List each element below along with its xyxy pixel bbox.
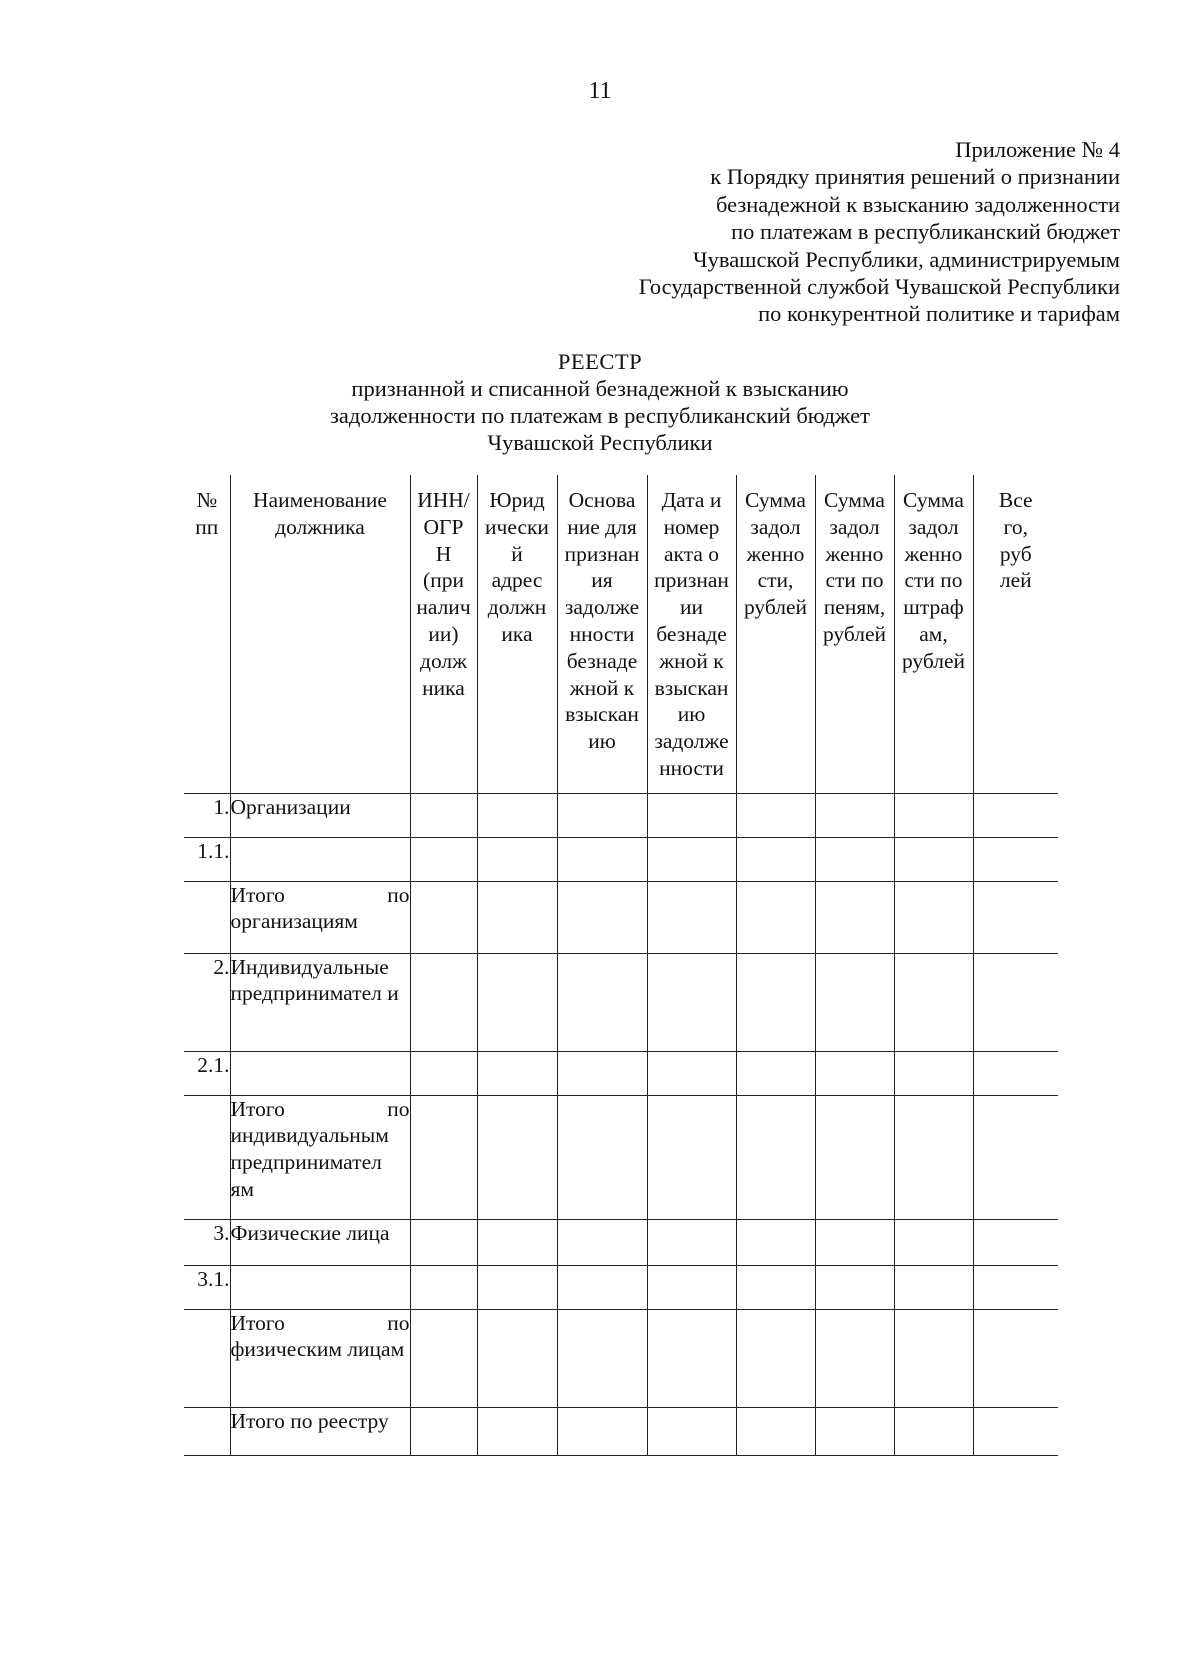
table-cell [477,1095,557,1219]
table-cell [477,1407,557,1455]
table-cell [973,1219,1058,1265]
row-number [184,1407,230,1455]
row-debtor-name: Итого по физическим лицам [230,1309,410,1407]
table-cell [647,793,736,837]
table-cell [557,1309,647,1407]
table-cell [815,1219,894,1265]
column-header-debt-amount: Сумма задол женно сти, рублей [736,475,815,793]
row-number [184,1095,230,1219]
document-subtitle-line: признанной и списанной безнадежной к взысканию [351,376,849,401]
table-cell [557,1265,647,1309]
table-cell [973,793,1058,837]
appendix-line: по платежам в республиканский бюджет [731,219,1120,245]
table-cell [894,793,973,837]
table-cell [647,881,736,953]
table-cell [477,1309,557,1407]
row-number: 2. [184,953,230,1051]
table-row [184,953,1058,1051]
row-number: 1.1. [184,837,230,881]
table-cell [647,1309,736,1407]
appendix-line: Чувашской Республики, администрируемым [693,246,1120,272]
appendix-line: Государственной службой Чувашской Республики [638,274,1120,300]
table-cell [410,881,477,953]
table-row [184,881,1058,953]
table-cell [894,881,973,953]
column-header-legal-address: Юрид ически й адрес должн ика [477,475,557,793]
table-cell [815,1095,894,1219]
row-debtor-name: Итого по реестру [230,1407,410,1455]
table-cell [973,1265,1058,1309]
table-cell [973,1407,1058,1455]
table-cell [647,1051,736,1095]
appendix-line: безнадежной к взысканию задолженности [715,191,1120,217]
table-row [184,1095,1058,1219]
table-cell [410,793,477,837]
table-cell [815,1051,894,1095]
table-cell [736,1407,815,1455]
column-header-number: № пп [184,475,230,793]
table-cell [557,881,647,953]
table-cell [477,837,557,881]
table-cell [410,1265,477,1309]
table-cell [973,953,1058,1051]
row-number: 1. [184,793,230,837]
table-cell [410,1407,477,1455]
row-number [184,881,230,953]
table-cell [557,1095,647,1219]
row-number [184,1309,230,1407]
table-cell [973,1095,1058,1219]
table-cell [557,793,647,837]
table-row [184,793,1058,837]
table-cell [815,953,894,1051]
table-cell [973,881,1058,953]
table-cell [894,1219,973,1265]
page-number: 11 [588,78,612,104]
table-cell [647,1407,736,1455]
table-cell [736,1309,815,1407]
table-cell [894,1265,973,1309]
row-number: 3.1. [184,1265,230,1309]
table-cell [736,1051,815,1095]
table-cell [647,953,736,1051]
row-number: 2.1. [184,1051,230,1095]
table-cell [410,1309,477,1407]
table-cell [477,1265,557,1309]
table-cell [647,1095,736,1219]
table-cell [894,1095,973,1219]
table-cell [477,793,557,837]
table-cell [736,881,815,953]
row-debtor-name [230,837,410,881]
table-cell [736,1219,815,1265]
column-header-basis: Основа ние для признан ия задолже нности безнаде жной к взыскан ию [557,475,647,793]
table-cell [477,953,557,1051]
table-row [184,1051,1058,1095]
column-header-penalty-amount: Сумма задол женно сти по пеням, рублей [815,475,894,793]
column-header-fine-amount: Сумма задол женно сти по штраф ам, рублей [894,475,973,793]
table-cell [973,1051,1058,1095]
table-row [184,1309,1058,1407]
table-cell [477,1219,557,1265]
table-cell [815,1265,894,1309]
table-cell [815,793,894,837]
row-debtor-name: Индивидуальные предпринимател и [230,953,410,1051]
table-cell [410,953,477,1051]
appendix-line: к Порядку принятия решений о признании [710,164,1120,190]
column-header-total: Все го, руб лей [973,475,1058,793]
table-cell [410,1095,477,1219]
table-cell [973,1309,1058,1407]
table-cell [736,1095,815,1219]
table-cell [736,1265,815,1309]
table-cell [973,837,1058,881]
appendix-line: по конкурентной политике и тарифам [758,301,1120,327]
table-row [184,1265,1058,1309]
row-debtor-name: Организации [230,793,410,837]
row-debtor-name: Итого по индивидуальным предпринимател ям [230,1095,410,1219]
table-cell [410,837,477,881]
table-cell [815,881,894,953]
table-cell [557,953,647,1051]
row-debtor-name [230,1051,410,1095]
row-number: 3. [184,1219,230,1265]
table-header-row [184,475,1058,793]
table-cell [736,837,815,881]
table-cell [647,1265,736,1309]
table-cell [815,1407,894,1455]
table-cell [736,793,815,837]
document-title-block [0,348,1200,456]
table-cell [477,1051,557,1095]
table-cell [647,1219,736,1265]
appendix-reference [639,136,1120,328]
table-row [184,837,1058,881]
table-cell [410,1219,477,1265]
table-cell [736,953,815,1051]
table-cell [894,1051,973,1095]
table-cell [894,1407,973,1455]
row-debtor-name: Физические лица [230,1219,410,1265]
table-cell [557,1407,647,1455]
document-title: РЕЕСТР [557,349,643,374]
table-cell [557,837,647,881]
table-row [184,1219,1058,1265]
table-cell [557,1051,647,1095]
table-cell [815,1309,894,1407]
column-header-inn-ogrn: ИНН/ ОГР Н (при налич ии) долж ника [410,475,477,793]
column-header-act-date-number: Дата и номер акта о признан ии безнаде жной к взыскан ию задолже нности [647,475,736,793]
document-subtitle-line: Чувашской Республики [487,430,713,455]
table-cell [477,881,557,953]
row-debtor-name [230,1265,410,1309]
table-cell [894,953,973,1051]
appendix-line: Приложение № 4 [955,137,1120,162]
table-cell [647,837,736,881]
table-cell [894,837,973,881]
table-cell [815,837,894,881]
table-cell [557,1219,647,1265]
table-cell [410,1051,477,1095]
register-table [184,475,1058,1456]
row-debtor-name: Итого по организациям [230,881,410,953]
document-subtitle-line: задолженности по платежам в республиканский бюджет [330,403,870,428]
table-cell [894,1309,973,1407]
column-header-debtor-name: Наименование должника [230,475,410,793]
table-row [184,1407,1058,1455]
